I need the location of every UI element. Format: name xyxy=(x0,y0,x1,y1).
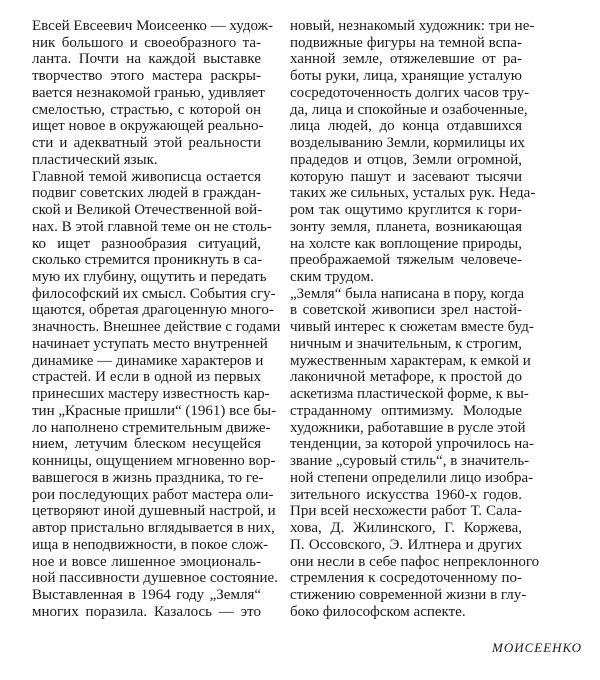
text-line: сосредоточенность долгих часов тру- xyxy=(290,84,530,101)
text-line: ища в неподвижности, в покое слож- xyxy=(32,536,268,553)
text-line: таких же сильных, усталых рук. Неда- xyxy=(290,185,536,202)
text-line: ищет новое в окружающей реально- xyxy=(32,118,264,135)
paragraph xyxy=(290,18,536,286)
text-line: Евсей Евсеевич Моисеенко — худож- xyxy=(32,18,273,34)
text-line: преображаемой тяжелым человече- xyxy=(290,252,522,269)
text-line: П. Оссовского, Э. Илтнера и других xyxy=(290,536,522,553)
text-line: принесших мастеру известность кар- xyxy=(32,386,270,403)
text-line: тенденции, за которой упрочилось на- xyxy=(290,436,534,453)
text-line: стремления к сосредоточенному по- xyxy=(290,570,522,587)
text-line: боты руки, лица, хранящие усталую xyxy=(290,68,522,85)
text-line: подвижные фигуры на темной вспа- xyxy=(290,34,522,51)
paragraph xyxy=(32,587,261,620)
text-line: художники, работавшие в русле этой xyxy=(290,419,526,436)
text-line: ное и вовсе лишенное эмоциональ- xyxy=(32,553,261,570)
paragraph xyxy=(32,168,281,587)
text-line: сти и адекватный этой реальности xyxy=(32,135,261,152)
text-line: стижению современной жизни в глу- xyxy=(290,586,527,603)
text-line: возделыванию Земли, кормилицы их xyxy=(290,135,525,152)
text-line: ханной земле, отяжелевшие от ра- xyxy=(290,51,522,68)
text-line: ко ищет разнообразия ситуаций, xyxy=(32,235,261,252)
paragraph xyxy=(32,18,273,169)
text-line: аскетизма пластической форме, к вы- xyxy=(290,386,529,403)
text-line: щаются, обретая драгоценную много- xyxy=(32,302,274,319)
text-line: конницы, ощущением мгновенно вор- xyxy=(32,453,276,470)
text-line: они несли в себе пафос непреклонного xyxy=(290,553,540,570)
text-line: мужественным характерам, к емкой и xyxy=(290,352,531,369)
text-line: страданному оптимизму. Молодые xyxy=(290,402,522,419)
text-line: подвиг советских людей в граждан- xyxy=(32,185,261,202)
text-line: динамике — динамике характеров и xyxy=(32,352,264,369)
text-line: начинает уступать место внутренней xyxy=(32,335,268,352)
text-line: „Земля“ была написана в пору, когда xyxy=(290,285,525,302)
text-column-right xyxy=(290,18,540,620)
text-line: философский их смысл. События сгу- xyxy=(32,285,276,302)
text-line: лаконичной метафоре, к простой до xyxy=(290,369,522,386)
text-line: ской и Великой Отечественной вой- xyxy=(32,202,263,219)
text-line: рои последующих работ мастера оли- xyxy=(32,486,274,503)
text-line: новый, незнакомый художник: три не- xyxy=(290,18,535,34)
text-line: пластический язык. xyxy=(32,151,158,168)
text-line: ной степени определили лицо изобра- xyxy=(290,469,534,486)
text-line: значность. Внешнее действие с годами xyxy=(32,319,281,336)
text-line: тин „Красные пришли“ (1961) все бы- xyxy=(32,402,277,419)
text-line: ничным и значительным, к строгим, xyxy=(290,335,522,352)
text-line: хова, Д. Жилинского, Г. Коржева, xyxy=(290,520,522,537)
text-line: да, лица и спокойные и озабоченные, xyxy=(290,101,528,118)
text-line: боко философском аспекте. xyxy=(290,603,466,620)
text-line: нах. В этой главной теме он не столь- xyxy=(32,218,272,235)
text-line: вается незнакомой гранью, удивляет xyxy=(32,84,265,101)
text-line: в советской живописи зрел настой- xyxy=(290,302,522,319)
text-line: смелостью, страстью, с которой он xyxy=(32,101,261,118)
text-line: ланта. Почти на каждой выставке xyxy=(32,51,261,68)
text-line: ло наполнено стремительным движе- xyxy=(32,419,271,436)
text-line: на холсте как воплощение природы, xyxy=(290,235,522,252)
text-line: Выставленная в 1964 году „Земля“ xyxy=(32,586,261,603)
text-line: прадедов и отцов, Земли огромной, xyxy=(290,151,522,168)
text-line: нием, летучим блеском несущейся xyxy=(32,436,261,453)
text-line: творчество этого мастера раскры- xyxy=(32,68,261,85)
text-line: При всей несхожести работ Т. Сала- xyxy=(290,503,522,520)
text-column-left xyxy=(32,18,281,620)
text-line: автор пристально вглядывается в них, xyxy=(32,520,275,537)
text-line: ной пассивности душевное состояние. xyxy=(32,570,278,587)
text-line: цетворяют иной душевный настрой, и xyxy=(32,503,276,520)
text-line: звание „суровый стиль“, в значитель- xyxy=(290,453,530,470)
text-line: ром так ощутимо круглится к гори- xyxy=(290,202,522,219)
running-footer-signature: МОИСЕЕНКО xyxy=(492,640,582,655)
text-line: Главной темой живописца остается xyxy=(32,168,261,185)
paragraph xyxy=(290,285,540,621)
text-line: зонту земля, планета, возникающая xyxy=(290,218,522,235)
text-line: ник большого и своеобразного та- xyxy=(32,34,261,51)
text-line: чивый интерес к сюжетам вместе буд- xyxy=(290,319,534,336)
text-line: ским трудом. xyxy=(290,269,374,286)
text-line: мую их глубину, ощутить и передать xyxy=(32,269,267,286)
text-line: страстей. И если в одной из первых xyxy=(32,369,261,386)
text-line: зительного искусства 1960-х годов. xyxy=(290,486,522,503)
text-line: многих поразила. Казалось — это xyxy=(32,603,261,620)
text-line: вавшегося в жизнь праздника, то ге- xyxy=(32,469,264,486)
text-line: лица людей, до конца отдавшихся xyxy=(290,118,522,135)
text-line: сколько стремится проникнуть в са- xyxy=(32,252,263,269)
text-line: которую пашут и засевают тысячи xyxy=(290,168,522,185)
